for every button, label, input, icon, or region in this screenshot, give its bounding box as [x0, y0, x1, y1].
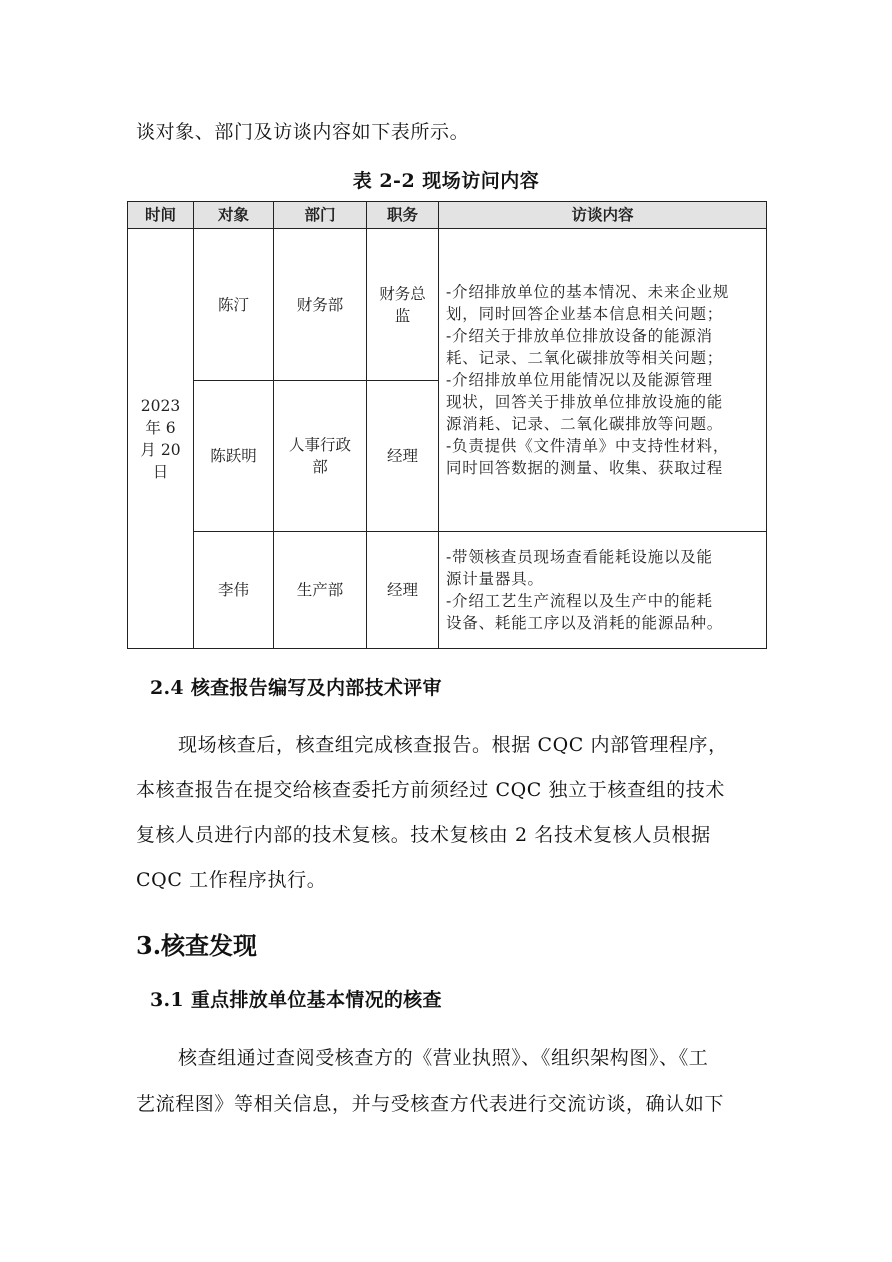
date-line: 2023 [140, 396, 181, 415]
table-row [128, 532, 767, 649]
header-title: 职务 [367, 202, 439, 229]
paragraph-line: 核查组通过查阅受核查方的《营业执照》、《组织架构图》、《工 [178, 1047, 709, 1069]
content-line: 源消耗、记录、二氧化碳排放等问题。 [446, 415, 724, 433]
section-heading-3-1: 3.1 重点排放单位基本情况的核查 [150, 989, 442, 1011]
paragraph-line: 本核查报告在提交给核查委托方前须经过 CQC 独立于核查组的技术 [136, 779, 725, 801]
department-line: 人事行政 [288, 436, 351, 454]
content-line: 设备、耗能工序以及消耗的能源品种。 [446, 614, 724, 632]
title-cell [367, 532, 439, 649]
paragraph-line: CQC 工作程序执行。 [136, 869, 327, 891]
title-cell [367, 381, 439, 532]
section-heading-2-4: 2.4 核查报告编写及内部技术评审 [150, 677, 442, 699]
department-line: 部 [312, 458, 328, 476]
date-line: 日 [152, 462, 169, 481]
content-line: -负责提供《文件清单》中支持性材料， [446, 437, 730, 455]
title-line: 监 [394, 306, 411, 325]
header-content: 访谈内容 [439, 202, 767, 229]
department-line: 财务部 [296, 295, 344, 314]
header-time: 时间 [128, 202, 194, 229]
table-row [128, 229, 767, 381]
content-line: 源计量器具。 [446, 570, 544, 588]
content-line: -带领核查员现场查看能耗设施以及能 [446, 548, 713, 566]
paragraph-line: 复核人员进行内部的技术复核。技术复核由 2 名技术复核人员根据 [136, 824, 711, 846]
date-line: 月 20 [140, 440, 181, 459]
title-line: 经理 [386, 581, 418, 599]
department-line: 生产部 [296, 581, 344, 599]
department-cell [274, 532, 367, 649]
content-line: 耗、记录、二氧化碳排放等相关问题； [446, 349, 724, 367]
interview-content-cell [439, 229, 767, 532]
person-cell: 陈跃明 [194, 381, 274, 532]
title-cell [367, 229, 439, 381]
site-visit-table [127, 201, 767, 649]
person-cell: 李伟 [194, 532, 274, 649]
content-line: -介绍排放单位的基本情况、未来企业规 [446, 283, 730, 301]
date-line: 年 6 [145, 418, 176, 437]
content-line: -介绍关于排放单位排放设备的能源消 [446, 327, 713, 345]
header-person: 对象 [194, 202, 274, 229]
person-cell: 陈汀 [194, 229, 274, 381]
table-caption: 表 2-2 现场访问内容 [352, 170, 540, 192]
paragraph-line: 现场核查后，核查组完成核查报告。根据 CQC 内部管理程序， [178, 734, 728, 756]
content-line: 同时回答数据的测量、收集、获取过程 [446, 459, 724, 477]
table-header-row [128, 202, 767, 229]
header-department: 部门 [274, 202, 367, 229]
title-line: 财务总 [379, 284, 426, 303]
content-line: 划，同时回答企业基本信息相关问题； [446, 305, 724, 323]
department-cell [274, 381, 367, 532]
department-cell [274, 229, 367, 381]
content-line: -介绍排放单位用能情况以及能源管理 [446, 371, 713, 389]
content-line: -介绍工艺生产流程以及生产中的能耗 [446, 592, 713, 610]
interview-content-cell [439, 532, 767, 649]
date-cell [128, 229, 194, 649]
content-line: 现状，回答关于排放单位排放设施的能 [446, 393, 724, 411]
section-heading-3: 3.核查发现 [136, 931, 258, 960]
title-line: 经理 [386, 447, 418, 465]
paragraph-line: 艺流程图》等相关信息，并与受核查方代表进行交流访谈，确认如下 [136, 1093, 725, 1115]
intro-paragraph-line: 谈对象、部门及访谈内容如下表所示。 [136, 121, 470, 143]
